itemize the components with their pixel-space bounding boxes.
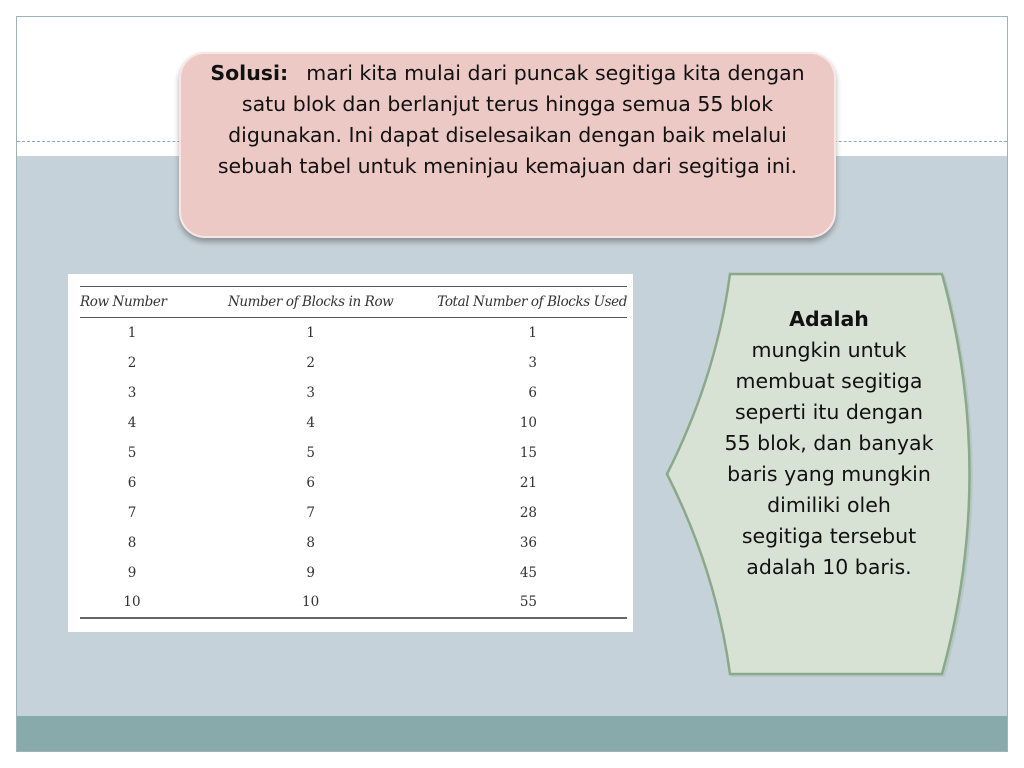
cell-blocks-in-row: 5 (306, 444, 315, 461)
cell-total-blocks: 36 (519, 534, 537, 551)
cell-total-blocks: 10 (519, 414, 537, 431)
cell-blocks-in-row: 6 (306, 474, 315, 491)
table-header-row (80, 287, 627, 318)
table-row (80, 558, 627, 588)
table-row (80, 378, 627, 408)
cell-total-blocks: 1 (528, 324, 537, 341)
cell-row-number: 8 (127, 534, 137, 551)
cell-blocks-in-row: 8 (306, 534, 315, 551)
table-row (80, 318, 627, 348)
cell-blocks-in-row: 3 (306, 384, 315, 401)
callout-body: mungkin untuk membuat segitiga seperti itu dengan 55 blok, dan banyak baris yang mungkin dimiliki oleh segitiga tersebut adalah 10 baris. (724, 338, 934, 579)
cell-total-blocks: 45 (519, 564, 537, 581)
solution-text: mari kita mulai dari puncak segitiga kita dengan satu blok dan berlanjut terus hingga semua 55 blok digunakan. Ini dapat diselesaikan dengan baik melalui sebuah tabel untuk meninjau kemajuan dari segitiga ini. (217, 61, 805, 178)
solution-box (179, 52, 836, 238)
table-row (80, 348, 627, 378)
cell-total-blocks: 15 (519, 444, 537, 461)
table-panel (68, 274, 633, 632)
cell-total-blocks: 21 (519, 474, 537, 491)
table-row (80, 408, 627, 438)
cell-row-number: 7 (127, 504, 137, 521)
header-blocks-in-row: Number of Blocks in Row (184, 287, 437, 318)
cell-blocks-in-row: 10 (184, 588, 437, 618)
cell-row-number: 3 (127, 384, 137, 401)
table-row (80, 468, 627, 498)
cell-blocks-in-row: 1 (306, 324, 315, 341)
bottom-band (17, 716, 1007, 752)
header-row-number: Row Number (80, 287, 184, 318)
table-row (80, 588, 627, 618)
callout-title: Adalah (789, 307, 869, 331)
cell-total-blocks: 6 (528, 384, 537, 401)
cell-row-number: 1 (127, 324, 137, 341)
cell-total-blocks: 3 (528, 354, 537, 371)
table-row (80, 498, 627, 528)
cell-row-number: 9 (127, 564, 137, 581)
cell-total-blocks: 28 (519, 504, 537, 521)
cell-blocks-in-row: 4 (306, 414, 315, 431)
solution-label: Solusi: (210, 61, 289, 85)
cell-row-number: 2 (127, 354, 137, 371)
table-row (80, 528, 627, 558)
cell-blocks-in-row: 2 (306, 354, 315, 371)
cell-total-blocks: 55 (437, 588, 627, 618)
blocks-table (80, 286, 627, 619)
callout-text (724, 304, 934, 583)
cell-row-number: 5 (127, 444, 137, 461)
cell-blocks-in-row: 9 (306, 564, 315, 581)
table-row (80, 438, 627, 468)
cell-blocks-in-row: 7 (306, 504, 315, 521)
cell-row-number: 4 (127, 414, 137, 431)
table-body (80, 318, 627, 618)
cell-row-number: 6 (127, 474, 137, 491)
header-total-blocks: Total Number of Blocks Used (437, 287, 627, 318)
cell-row-number: 10 (80, 588, 184, 618)
